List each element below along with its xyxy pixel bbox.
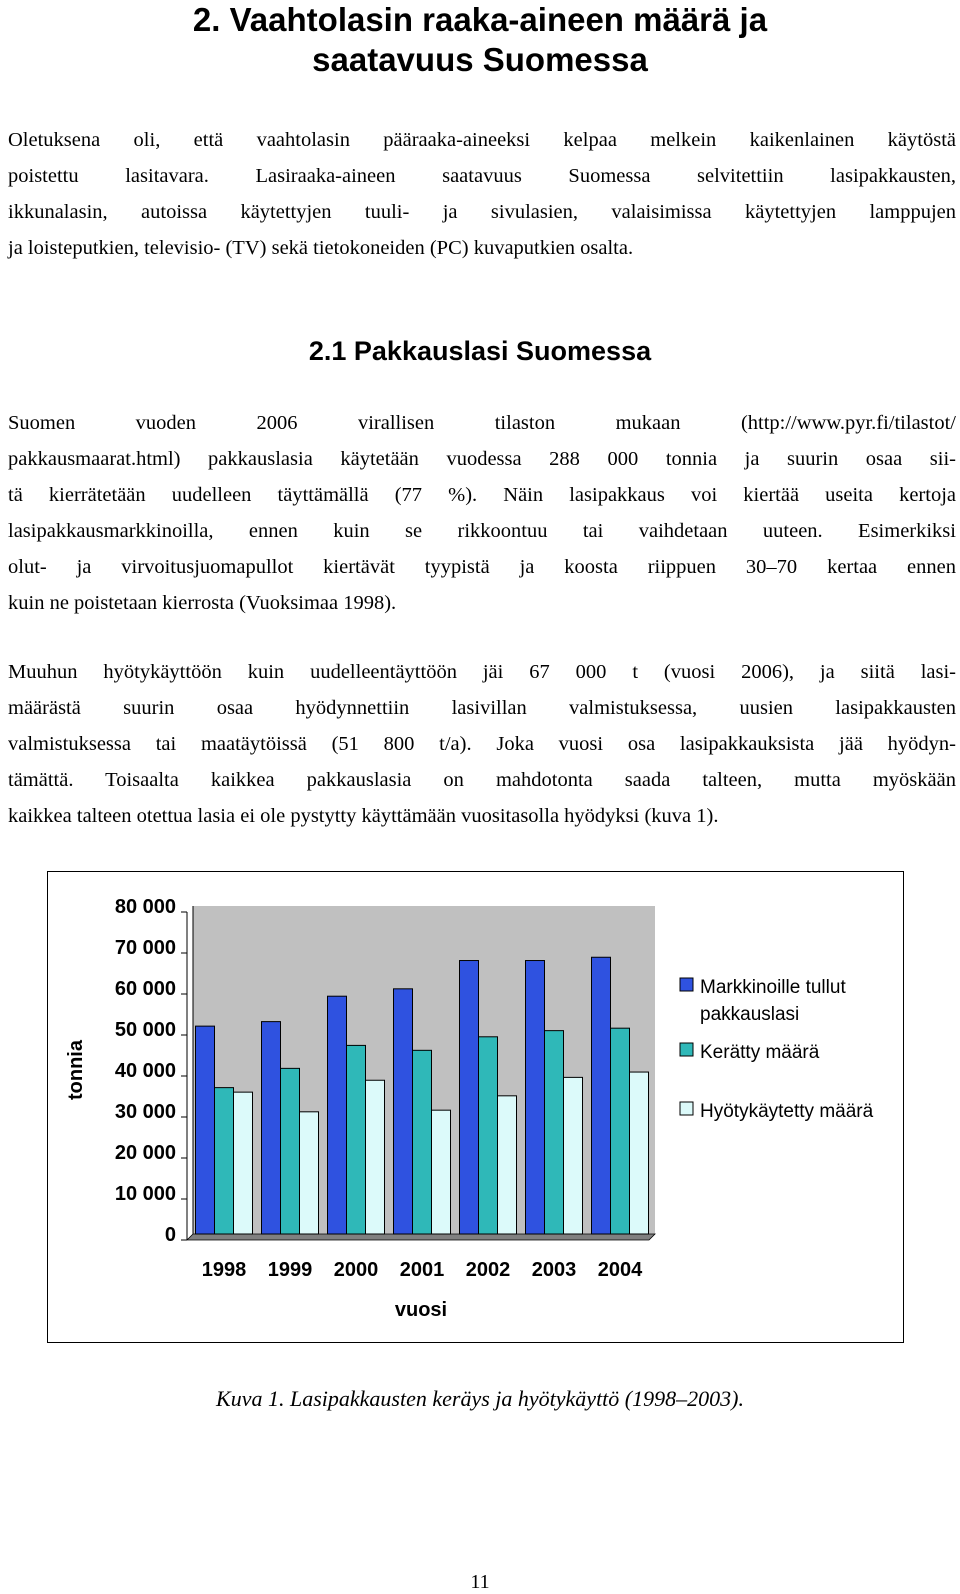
legend-swatch bbox=[680, 1043, 693, 1056]
text-line: Muuhun hyötykäyttöön kuin uudelleentäyttöön jäi 67 000 t (vuosi 2006), ja siitä lasi- bbox=[8, 661, 956, 683]
x-tick-label: 2002 bbox=[465, 1259, 511, 1281]
chart-frame bbox=[47, 871, 904, 1343]
bar bbox=[300, 1112, 319, 1234]
text-line: olut- ja virvoitusjuomapullot kiertävät tyypistä ja koosta riippuen 30–70 kertaa ennen bbox=[8, 556, 956, 578]
page-number: 11 bbox=[470, 1571, 490, 1593]
legend-swatch bbox=[680, 1102, 693, 1115]
paragraph-recycling bbox=[8, 654, 956, 834]
text-line: valmistuksessa tai maatäytöissä (51 800 t/a). Joka vuosi osa lasipakkauksista jää hyödyn- bbox=[8, 733, 956, 755]
bar bbox=[526, 961, 545, 1234]
legend-label: pakkauslasi bbox=[700, 1004, 800, 1025]
legend-label: Kerätty määrä bbox=[700, 1042, 820, 1063]
bar bbox=[328, 996, 347, 1234]
x-tick-label: 2001 bbox=[399, 1259, 445, 1281]
text-line: kaikkea talteen otettua lasia ei ole pystytty käyttämään vuositasolla hyödyksi (kuva 1). bbox=[8, 805, 719, 827]
y-axis-label: tonnia bbox=[65, 1040, 87, 1100]
bar bbox=[347, 1045, 366, 1234]
y-tick-label: 40 000 bbox=[114, 1060, 176, 1082]
text-line: poistettu lasitavara. Lasiraaka-aineen saatavuus Suomessa selvitettiin lasipakkausten, bbox=[8, 165, 956, 187]
text-line: kuin ne poistetaan kierrosta (Vuoksimaa 1998). bbox=[8, 592, 397, 614]
bar bbox=[498, 1096, 517, 1234]
x-tick-label: 2004 bbox=[597, 1259, 643, 1281]
section-title-line: saatavuus Suomessa bbox=[312, 41, 648, 78]
section-title-line: 2. Vaahtolasin raaka-aineen määrä ja bbox=[192, 1, 768, 38]
text-line: tämättä. Toisaalta kaikkea pakkauslasia on mahdotonta saada talteen, mutta myöskään bbox=[8, 769, 956, 791]
bar bbox=[413, 1050, 432, 1234]
text-line: pakkausmaarat.html) pakkauslasia käytetään vuodessa 288 000 tonnia ja suurin osaa sii- bbox=[8, 448, 956, 470]
bar bbox=[432, 1110, 451, 1234]
bar-chart bbox=[48, 872, 905, 1344]
y-tick-label: 0 bbox=[164, 1224, 176, 1246]
bar bbox=[479, 1037, 498, 1234]
bar bbox=[262, 1022, 281, 1234]
legend-label: Hyötykäytetty määrä bbox=[700, 1101, 874, 1122]
y-tick-label: 80 000 bbox=[114, 896, 176, 918]
legend-label: Markkinoille tullut bbox=[700, 977, 846, 998]
intro-paragraph bbox=[8, 122, 956, 266]
bar bbox=[196, 1026, 215, 1234]
bar bbox=[564, 1077, 583, 1234]
plot-floor bbox=[187, 1234, 655, 1240]
bar bbox=[592, 957, 611, 1234]
paragraph-statistics bbox=[8, 405, 956, 621]
x-tick-label: 1999 bbox=[267, 1259, 313, 1281]
y-tick-label: 10 000 bbox=[114, 1183, 176, 1205]
bar bbox=[630, 1072, 649, 1234]
bar bbox=[460, 961, 479, 1234]
x-tick-label: 2000 bbox=[333, 1259, 379, 1281]
bar bbox=[394, 989, 413, 1234]
figure-caption: Kuva 1. Lasipakkausten keräys ja hyötykäyttö (1998–2003). bbox=[216, 1386, 744, 1411]
y-tick-label: 20 000 bbox=[114, 1142, 176, 1164]
bar bbox=[215, 1088, 234, 1234]
x-tick-label: 2003 bbox=[531, 1259, 577, 1281]
subsection-title: 2.1 Pakkauslasi Suomessa bbox=[308, 336, 652, 366]
y-tick-label: 30 000 bbox=[114, 1101, 176, 1123]
y-tick-label: 70 000 bbox=[114, 937, 176, 959]
text-line: lasipakkausmarkkinoilla, ennen kuin se rikkoontuu tai vaihdetaan uuteen. Esimerkiksi bbox=[8, 520, 956, 542]
text-line: tä kierrätetään uudelleen täyttämällä (77 %). Näin lasipakkaus voi kiertää useita kertoja bbox=[8, 484, 956, 506]
bar bbox=[281, 1068, 300, 1234]
section-title bbox=[0, 0, 960, 80]
bar bbox=[611, 1028, 630, 1234]
text-line: Oletuksena oli, että vaahtolasin pääraaka-aineeksi kelpaa melkein kaikenlainen käytöstä bbox=[8, 129, 956, 151]
x-axis-label: vuosi bbox=[394, 1299, 448, 1321]
y-tick-label: 60 000 bbox=[114, 978, 176, 1000]
text-line: ikkunalasin, autoissa käytettyjen tuuli- ja sivulasien, valaisimissa käytettyjen lamppujen bbox=[8, 201, 956, 223]
bar bbox=[234, 1092, 253, 1234]
y-tick-label: 50 000 bbox=[114, 1019, 176, 1041]
bar bbox=[545, 1031, 564, 1234]
legend-swatch bbox=[680, 978, 693, 991]
text-line: Suomen vuoden 2006 virallisen tilaston mukaan (http://www.pyr.fi/tilastot/ bbox=[8, 412, 956, 434]
text-line: ja loisteputkien, televisio- (TV) sekä tietokoneiden (PC) kuvaputkien osalta. bbox=[8, 237, 634, 259]
text-line: määrästä suurin osaa hyödynnettiin lasivillan valmistuksessa, uusien lasipakkausten bbox=[8, 697, 956, 719]
x-tick-label: 1998 bbox=[201, 1259, 247, 1281]
bar bbox=[366, 1080, 385, 1234]
